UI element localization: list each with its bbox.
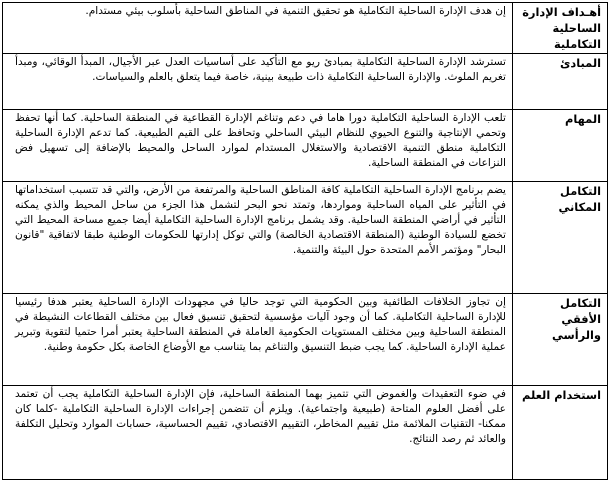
row-text-spatial-integration: يضم برنامج الإدارة الساحلية التكاملية كافة المناطق الساحلية والمرتفعة من الأرض، والتي قد تتسبب استخداماتها في التأثير على المياه الساحلية ومواردها، وتمتد نحو البحر لتشمل هذا الجزء من ساحل المحيط والذي يمكنه التأثير في أراضي المنطقة الساحلية. وقد يشمل برنامج الإدارة الساحلية التكاملية أيضا جميع مساحة المحيط التي تخضع للسيادة الوطنية (المنطقة الاقتصادية الخالصة) والتي توكل إدارتها للحكومات الوطنية طبقا لاتفاقية "قانون البحار" ومؤتمر الأمم المتحدة حول البيئة والتنمية. <box>3 182 513 294</box>
row-text-functions: تلعب الإدارة الساحلية التكاملية دورا هاما في دعم وتناغم الإدارة القطاعية في المنطقة الساحلية. كما أنها تحفظ وتحمي الإنتاجية والتنوع الحيوي للنظام البيئي الساحلي وتحافظ على القيم الطبيعية. كما تدعم الإدارة الساحلية التكاملية منطق التنمية الاقتصادية والاستغلال المستدام لموارد الساحل والمحيط بالإضافة إلى تسهيل فض النزاعات في المنطقة الساحلية. <box>3 110 513 182</box>
row-text-principles: تسترشد الإدارة الساحلية التكاملية بمبادئ ريو مع التأكيد على أساسيات العدل عبر الأجيال، المبدأ الوقائي، ومبدأ تغريم الملوث. والإدارة الساحلية التكاملية ذات طبيعة بينية، خاصة فيما يتعلق بالعلم والسياسات. <box>3 54 513 110</box>
table-row <box>3 294 608 386</box>
row-text-objectives: إن هدف الإدارة الساحلية التكاملية هو تحقيق التنمية في المناطق الساحلية بأسلوب بيئي مستدام. <box>3 3 513 54</box>
row-label-spatial-integration: التكامل المكاني <box>513 182 608 294</box>
icm-principles-table <box>2 2 608 480</box>
row-text-horizontal-vertical-integration: إن تجاوز الخلافات الطائفية وبين الحكومية التي توجد حاليا في مجهودات الإدارة الساحلية يعتبر هدفا رئيسيا للإدارة الساحلية التكاملية. كما أن وجود آليات مؤسسية لتحقيق تنسيق فعال بين مختلف القطاعات النشيطة في المنطقة الساحلية وبين مختلف المستويات الحكومية العاملة في المنطقة الساحلية يعتبر أمرا حتميا لتقوية وتبرير عملية الإدارة الساحلية. كما يجب ضبط التنسيق والتناغم بما يتناسب مع الأوضاع الخاصة بكل حكومة وطنية. <box>3 294 513 386</box>
row-label-objectives: أهـداف الإدارة الساحلية التكاملية <box>513 3 608 54</box>
row-text-use-of-science: في ضوء التعقيدات والغموض التي تتميز بهما المنطقة الساحلية، فإن الإدارة الساحلية التكاملية يجب أن تعتمد على أفضل العلوم المتاحة (طبيعية واجتماعية). ويلزم أن تتضمن إجراءات الإدارة الساحلية التكاملية -كلما كان ممكنا- التقنيات الملائمة مثل تقييم المخاطر، التقييم الاقتصادي، تقييم الحساسية، حسابات الموارد وتحليل التكلفة والعائد ثم رصد النتائج. <box>3 386 513 480</box>
table-row <box>3 54 608 110</box>
table-row <box>3 182 608 294</box>
row-label-functions: المهام <box>513 110 608 182</box>
table-row <box>3 3 608 54</box>
table-row <box>3 386 608 480</box>
row-label-use-of-science: استخدام العلم <box>513 386 608 480</box>
table-row <box>3 110 608 182</box>
row-label-principles: المبادئ <box>513 54 608 110</box>
row-label-horizontal-vertical-integration: التكامل الأفقي والرأسي <box>513 294 608 386</box>
